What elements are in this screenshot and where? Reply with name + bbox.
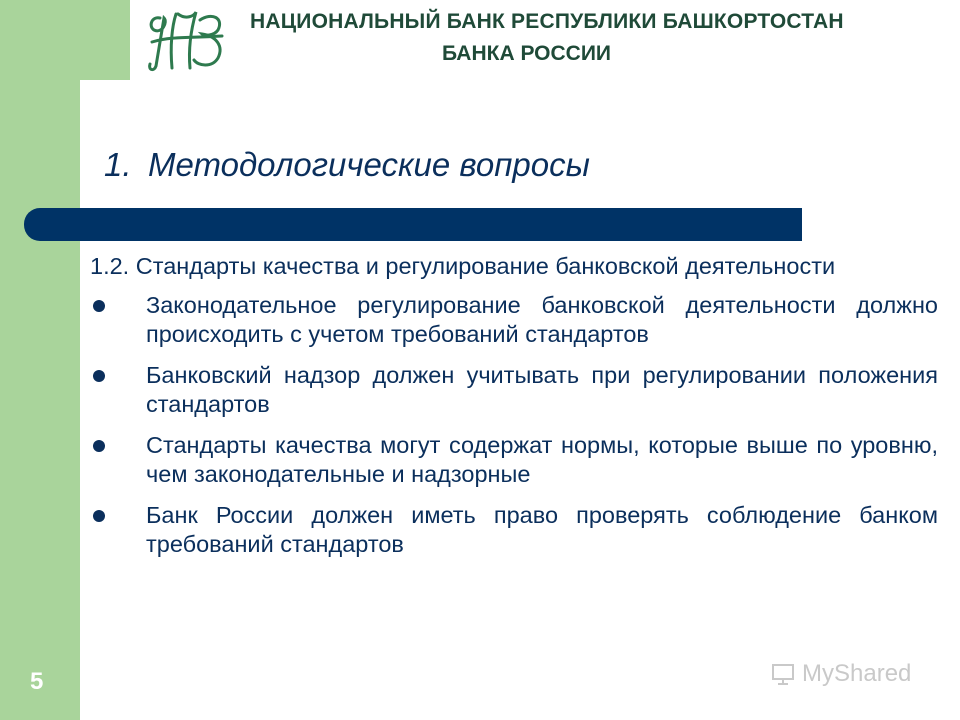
header-org-name: НАЦИОНАЛЬНЫЙ БАНК РЕСПУБЛИКИ БАШКОРТОСТАН [250, 10, 844, 33]
bullet-dot-icon [93, 510, 105, 522]
slide-title [104, 146, 590, 184]
bullet-dot-icon [93, 440, 105, 452]
bullet-item [90, 501, 938, 559]
bullet-item [90, 291, 938, 349]
section-subheading: 1.2. Стандарты качества и регулирование банковской деятельности [90, 253, 836, 279]
bullet-dot-icon [93, 370, 105, 382]
slide-title-text: Методологические вопросы [148, 146, 590, 183]
slide-number: 5 [30, 668, 44, 695]
bullet-item [90, 361, 938, 419]
watermark-text: MyShared [802, 660, 912, 687]
slide-title-number: 1. [104, 146, 132, 183]
title-underline-bar [24, 208, 802, 241]
bullet-item [90, 431, 938, 489]
presentation-icon [770, 661, 796, 687]
watermark [770, 660, 911, 688]
bullet-text: Законодательное регулирование банковской деятельности должно происходить с учетом требований стандартов [146, 292, 938, 347]
left-green-band [0, 0, 80, 720]
bullet-dot-icon [93, 300, 105, 312]
bullet-text: Стандарты качества могут содержат нормы, которые выше по уровню, чем законодательные и надзорные [146, 432, 938, 487]
bullet-text: Банковский надзор должен учитывать при регулировании положения стандартов [146, 362, 938, 417]
header-org-subtitle: БАНКА РОССИИ [442, 42, 612, 65]
slide-content [90, 252, 938, 571]
top-green-band [0, 0, 130, 80]
bank-logo [142, 6, 232, 78]
bullet-text: Банк России должен иметь право проверять соблюдение банком требований стандартов [146, 502, 938, 557]
